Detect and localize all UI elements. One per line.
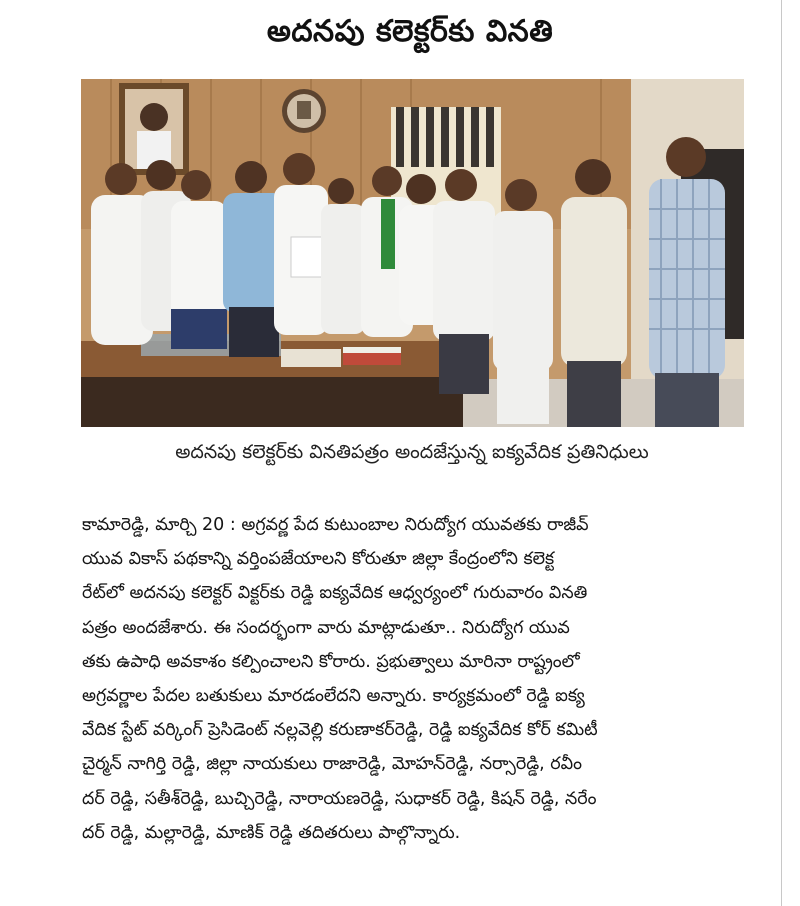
body-line: కామారెడ్డి, మార్చి 20 : అగ్రవర్ణ పేద కుటుంబాల నిరుద్యోగ యువతకు రాజీవ్ (82, 515, 589, 535)
body-line: చైర్మన్ నాగిర్తి రెడ్డి, జిల్లా నాయకులు రాజారెడ్డి, మోహన్‌రెడ్డి, నర్సారెడ్డి, రవీం (82, 754, 582, 775)
body-line: పత్రం అందజేశారు. ఈ సందర్భంగా వారు మాట్లాడుతూ.. నిరుద్యోగ యువ (82, 617, 570, 638)
next-article-headline-cropped (160, 885, 640, 906)
body-line: యువ వికాస్ పథకాన్ని వర్తింపజేయాలని కోరుతూ జిల్లా కేంద్రంలోని కలెక్ట (82, 549, 555, 570)
news-photo (81, 79, 744, 427)
body-line: వేదిక స్టేట్ వర్కింగ్ ప్రెసిడెంట్ నల్లవెల్లి కరుణాకర్‌రెడ్డి, రెడ్డి ఐక్యవేదిక కోర్ కమిటీ (82, 720, 598, 741)
article-body (82, 508, 744, 850)
article-headline: అదనపు కలెక్టర్‌కు వినతి (266, 14, 554, 49)
body-line: దర్ రెడ్డి, మల్లారెడ్డి, మాణిక్ రెడ్డి తదితరులు పాల్గొన్నారు. (82, 822, 461, 843)
body-line: తకు ఉపాధి అవకాశం కల్పించాలని కోరారు. ప్రభుత్వాలు మారినా రాష్ట్రంలో (82, 651, 580, 672)
photo-caption: అదనపు కలెక్టర్‌కు వినతిపత్రం అందజేస్తున్న ఐక్యవేదిక ప్రతినిధులు (175, 441, 649, 463)
body-line: అగ్రవర్ణాల పేదల బతుకులు మారడంలేదని అన్నారు. కార్యక్రమంలో రెడ్డి ఐక్య (82, 686, 585, 707)
body-line: రేట్‌లో అదనపు కలెక్టర్ విక్టర్‌కు రెడ్డి ఐక్యవేదిక ఆధ్వర్యంలో గురువారం వినతి (82, 583, 588, 604)
body-line: దర్ రెడ్డి, సతీశ్‌రెడ్డి, బుచ్చిరెడ్డి, నారాయణరెడ్డి, సుధాకర్ రెడ్డి, కిషన్ రెడ్డి, నరేం (82, 788, 597, 809)
column-divider (781, 0, 782, 906)
